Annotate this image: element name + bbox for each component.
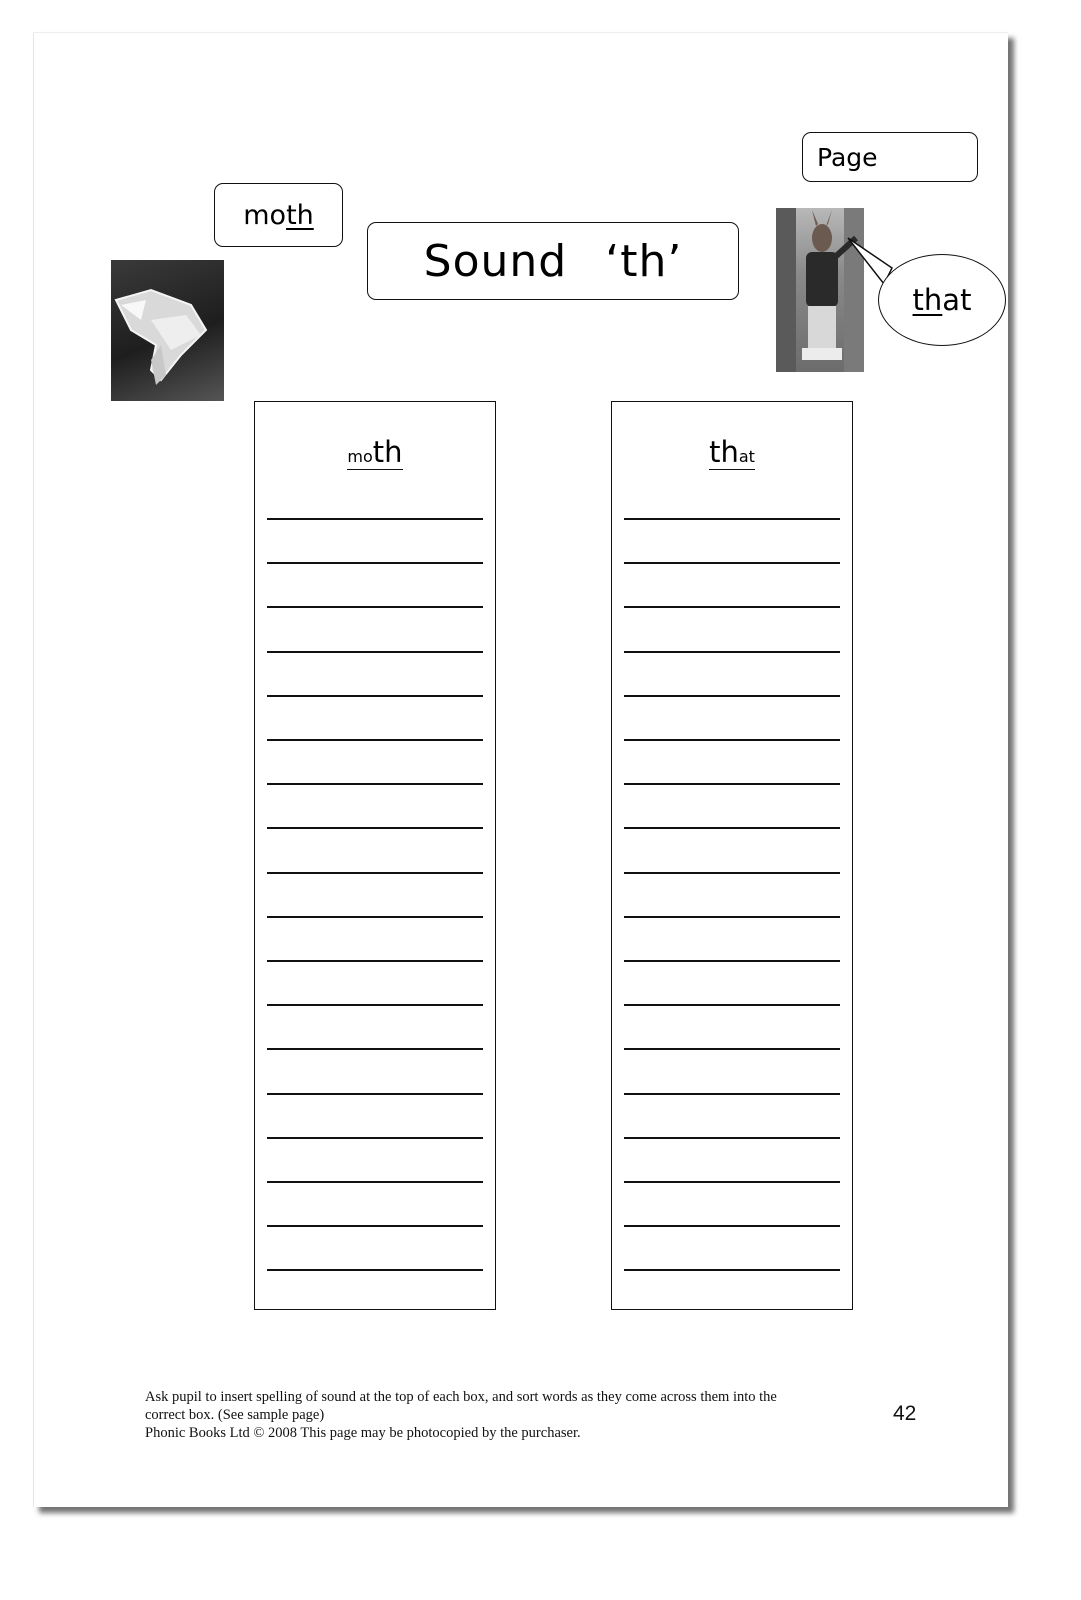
page-title-word: Sound <box>423 235 568 287</box>
page-number: 42 <box>893 1402 917 1425</box>
writing-line[interactable] <box>624 695 840 697</box>
sort-column-moth <box>254 401 496 1310</box>
example-word-moth-prefix: mo <box>243 199 287 231</box>
writing-line[interactable] <box>624 1004 840 1006</box>
writing-line[interactable] <box>624 1137 840 1139</box>
writing-line[interactable] <box>267 1004 483 1006</box>
writing-line[interactable] <box>267 960 483 962</box>
page-title-sound: ‘th’ <box>605 235 683 287</box>
sort-column-that <box>611 401 853 1310</box>
page-title-box <box>367 222 739 300</box>
page-label: Page <box>817 142 878 172</box>
column-heading-that <box>612 434 852 475</box>
column-heading-moth-prefix: mo <box>347 447 373 466</box>
writing-line[interactable] <box>267 606 483 608</box>
footer-line-1: Ask pupil to insert spelling of sound at the top of each box, and sort words as they come across them into the <box>145 1389 777 1405</box>
writing-line[interactable] <box>624 1048 840 1050</box>
writing-line[interactable] <box>267 783 483 785</box>
writing-line[interactable] <box>267 739 483 741</box>
writing-line[interactable] <box>267 1181 483 1183</box>
writing-line[interactable] <box>267 1225 483 1227</box>
column-heading-that-suffix: at <box>738 447 755 466</box>
writing-line[interactable] <box>267 562 483 564</box>
writing-line[interactable] <box>267 1048 483 1050</box>
footer-instructions <box>145 1388 865 1442</box>
writing-line[interactable] <box>624 1181 840 1183</box>
writing-line[interactable] <box>624 1093 840 1095</box>
speech-bubble <box>878 254 1006 346</box>
moth-photo <box>111 260 224 401</box>
footer-line-3: Phonic Books Ltd © 2008 This page may be photocopied by the purchaser. <box>145 1425 581 1441</box>
writing-line[interactable] <box>267 651 483 653</box>
writing-line[interactable] <box>624 783 840 785</box>
speech-bubble-suffix: at <box>942 283 972 317</box>
writing-line[interactable] <box>624 651 840 653</box>
writing-line[interactable] <box>267 916 483 918</box>
writing-line[interactable] <box>624 916 840 918</box>
speech-bubble-digraph: th <box>912 283 943 317</box>
writing-line[interactable] <box>624 606 840 608</box>
writing-line[interactable] <box>624 1269 840 1271</box>
writing-line[interactable] <box>267 1269 483 1271</box>
writing-line[interactable] <box>267 695 483 697</box>
example-word-moth-box <box>214 183 343 247</box>
writing-line[interactable] <box>267 827 483 829</box>
footer-line-2: correct box. (See sample page) <box>145 1407 325 1423</box>
writing-line[interactable] <box>624 1225 840 1227</box>
writing-line[interactable] <box>267 1093 483 1095</box>
rabbit-character-photo <box>776 208 864 372</box>
writing-line[interactable] <box>267 518 483 520</box>
writing-line[interactable] <box>624 827 840 829</box>
column-heading-that-digraph: th <box>709 435 739 469</box>
column-heading-moth <box>255 434 495 475</box>
writing-line[interactable] <box>624 562 840 564</box>
writing-line[interactable] <box>624 872 840 874</box>
page-label-box <box>802 132 978 182</box>
writing-line[interactable] <box>267 872 483 874</box>
example-word-moth-digraph: th <box>286 199 314 231</box>
writing-line[interactable] <box>624 960 840 962</box>
writing-line[interactable] <box>624 518 840 520</box>
column-heading-moth-digraph: th <box>372 435 403 469</box>
writing-line[interactable] <box>267 1137 483 1139</box>
writing-line[interactable] <box>624 739 840 741</box>
